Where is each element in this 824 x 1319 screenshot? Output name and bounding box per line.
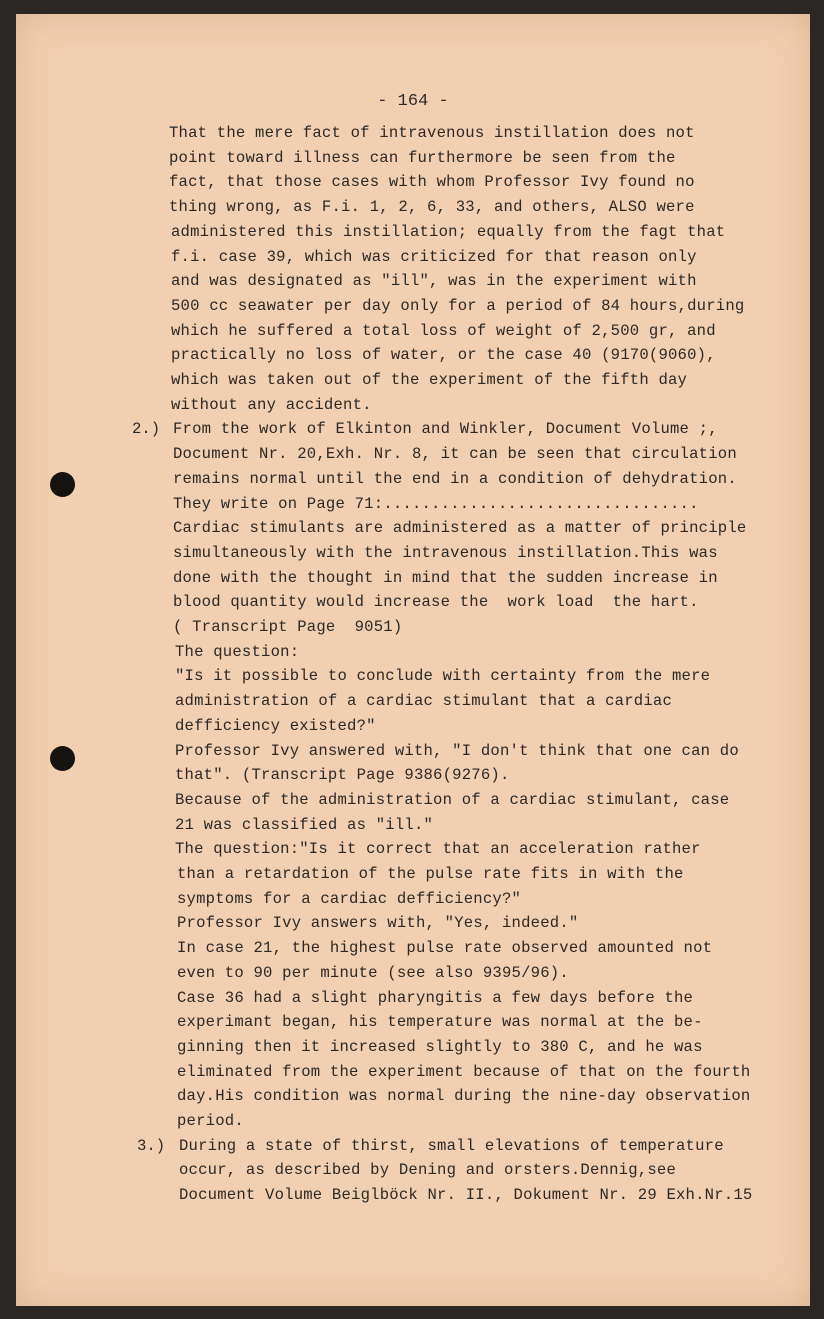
text-line: f.i. case 39, which was criticized for that reason only bbox=[171, 247, 697, 266]
text-line: Document Volume Beiglböck Nr. II., Dokument Nr. 29 Exh.Nr.15 bbox=[179, 1186, 753, 1205]
text-line: eliminated from the experiment because of that on the fourth bbox=[177, 1062, 751, 1081]
text-line: thing wrong, as F.i. 1, 2, 6, 33, and others, ALSO were bbox=[169, 198, 695, 217]
text-line: which was taken out of the experiment of the fifth day bbox=[171, 371, 688, 389]
text-line: ( Transcript Page 9051) bbox=[173, 618, 403, 636]
text-line: Because of the administration of a cardiac stimulant, case bbox=[175, 790, 730, 809]
text-line: blood quantity would increase the work load the hart. bbox=[173, 593, 699, 612]
text-line: "Is it possible to conclude with certainty from the mere bbox=[175, 667, 711, 686]
text-line: administration of a cardiac stimulant that a cardiac bbox=[175, 692, 673, 711]
text-line: fact, that those cases with whom Professor Ivy found no bbox=[169, 173, 695, 192]
text-line: without any accident. bbox=[171, 395, 372, 414]
text-line: The question: bbox=[175, 642, 300, 661]
text-line: Professor Ivy answers with, "Yes, indeed." bbox=[177, 914, 579, 933]
text-line: period. bbox=[177, 1112, 244, 1130]
text-line: done with the thought in mind that the sudden increase in bbox=[173, 568, 718, 587]
text-line: simultaneously with the intravenous instillation.This was bbox=[173, 543, 718, 562]
text-line: day.His condition was normal during the nine-day observation bbox=[177, 1087, 751, 1106]
text-line: administered this instillation; equally from the fagt that bbox=[171, 222, 726, 241]
text-line: and was designated as "ill", was in the experiment with bbox=[171, 272, 697, 291]
text-line: which he suffered a total loss of weight of 2,500 gr, and bbox=[171, 321, 716, 340]
text-line: During a state of thirst, small elevations of temperature bbox=[179, 1136, 724, 1155]
text-line: occur, as described by Dening and orsters.Dennig,see bbox=[179, 1161, 677, 1180]
text-line: remains normal until the end in a condition of dehydration. bbox=[173, 469, 737, 488]
text-line: In case 21, the highest pulse rate observed amounted not bbox=[177, 939, 713, 958]
text-line: defficiency existed?" bbox=[175, 716, 376, 735]
text-line: even to 90 per minute (see also 9395/96). bbox=[177, 963, 569, 982]
text-line: That the mere fact of intravenous instillation does not bbox=[169, 124, 695, 142]
text-line: that". (Transcript Page 9386(9276). bbox=[175, 766, 510, 785]
text-line: Document Nr. 20,Exh. Nr. 8, it can be seen that circulation bbox=[173, 445, 737, 464]
text-line: than a retardation of the pulse rate fits in with the bbox=[177, 865, 684, 883]
text-line: point toward illness can furthermore be seen from the bbox=[169, 148, 676, 167]
text-line: Case 36 had a slight pharyngitis a few days before the bbox=[177, 988, 694, 1007]
document-page bbox=[16, 14, 810, 1306]
text-line: Cardiac stimulants are administered as a matter of principle bbox=[173, 519, 747, 538]
text-line: ginning then it increased slightly to 380 C, and he was bbox=[177, 1037, 703, 1056]
text-line: Professor Ivy answered with, "I don't think that one can do bbox=[175, 741, 739, 760]
text-line: They write on Page 71:................................. bbox=[173, 494, 699, 513]
section-number: 3.) bbox=[137, 1136, 166, 1155]
page-number: - 164 - bbox=[377, 92, 449, 111]
text-line: symptoms for a cardiac defficiency?" bbox=[177, 889, 522, 908]
text-line: 500 cc seawater per day only for a period of 84 hours,during bbox=[171, 296, 745, 315]
text-line: The question:"Is it correct that an acceleration rather bbox=[175, 840, 701, 859]
text-line: practically no loss of water, or the case 40 (9170(9060), bbox=[171, 346, 716, 365]
section-number: 2.) bbox=[132, 420, 161, 439]
text-line: experimant began, his temperature was normal at the be- bbox=[177, 1013, 703, 1032]
text-line: 21 was classified as "ill." bbox=[175, 815, 434, 834]
punch-hole bbox=[50, 746, 75, 771]
text-line: From the work of Elkinton and Winkler, Document Volume ;, bbox=[173, 420, 718, 439]
punch-hole bbox=[50, 472, 75, 497]
